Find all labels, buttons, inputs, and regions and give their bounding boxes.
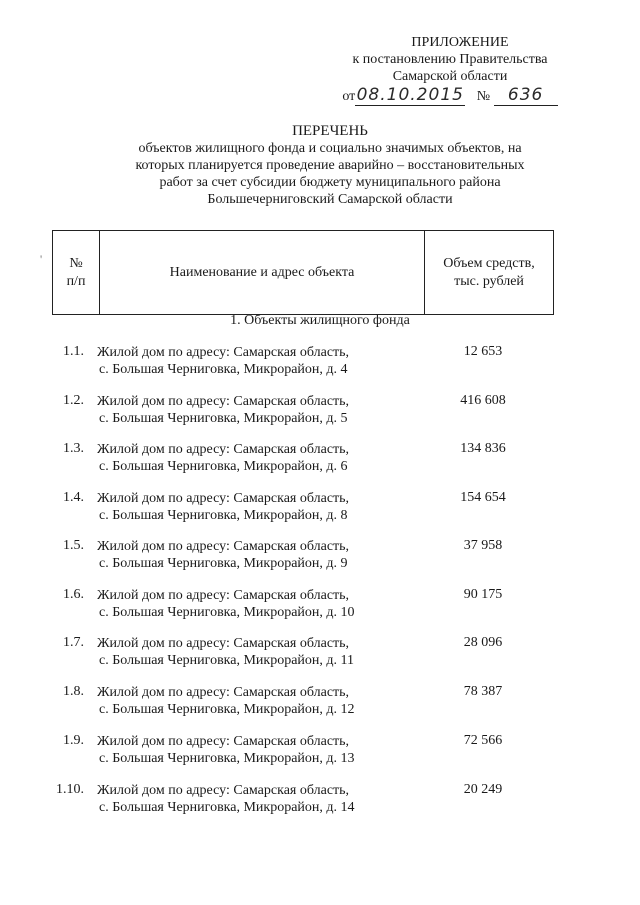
appendix-header (330, 34, 570, 106)
table-row: 1.3. (63, 441, 84, 456)
row-value: 20 249 (463, 782, 503, 797)
row-value: 12 653 (463, 344, 503, 359)
row-address: Жилой дом по адресу: Самарская область, с. Большая Черниговка, Микрорайон, д. 12 (97, 685, 355, 717)
col-name-header: Наименование и адрес объекта (100, 231, 425, 315)
row-address: Жилой дом по адресу: Самарская область, с. Большая Черниговка, Микрорайон, д. 11 (97, 636, 355, 668)
title-line-4: Большечерниговский Самарской области (207, 192, 453, 207)
col-number-header: № п/п (53, 231, 100, 315)
row-value: 154 654 (460, 490, 506, 505)
table-row: 1.9. (63, 733, 84, 748)
title-line-1: объектов жилищного фонда и социально значимых объектов, на (138, 141, 522, 156)
row-value: 90 175 (463, 587, 503, 602)
col-value-header: Объем средств, тыс. рублей (425, 231, 554, 315)
table-row: 1.5. (63, 538, 84, 553)
appendix-line-1: к постановлению Правительства (352, 52, 548, 67)
document-title (60, 123, 600, 208)
title-heading: ПЕРЕЧЕНЬ (292, 123, 368, 139)
number-label: № (476, 89, 491, 104)
row-address: Жилой дом по адресу: Самарская область, с. Большая Черниговка, Микрорайон, д. 13 (97, 734, 355, 766)
row-address: Жилой дом по адресу: Самарская область, с. Большая Черниговка, Микрорайон, д. 5 (97, 394, 350, 426)
row-value: 28 096 (463, 635, 503, 650)
table-header (52, 230, 554, 315)
row-address: Жилой дом по адресу: Самарская область, с. Большая Черниговка, Микрорайон, д. 14 (97, 783, 355, 815)
row-value: 37 958 (463, 538, 503, 553)
table-row: 1.4. (63, 490, 84, 505)
handwritten-date: 08.10.2015 (356, 85, 464, 105)
appendix-title: ПРИЛОЖЕНИЕ (411, 35, 509, 50)
section-title: 1. Объекты жилищного фонда (230, 313, 410, 328)
row-address: Жилой дом по адресу: Самарская область, с. Большая Черниговка, Микрорайон, д. 9 (97, 539, 350, 571)
row-address: Жилой дом по адресу: Самарская область, с. Большая Черниговка, Микрорайон, д. 8 (97, 491, 350, 523)
table-row: 1.10. (56, 782, 84, 797)
table-row: 1.2. (63, 393, 84, 408)
row-address: Жилой дом по адресу: Самарская область, с. Большая Черниговка, Микрорайон, д. 6 (97, 442, 350, 474)
table-row: 1.8. (63, 684, 84, 699)
table-row: 1.7. (63, 635, 84, 650)
row-value: 72 566 (463, 733, 503, 748)
row-value: 134 836 (460, 441, 506, 456)
table-row: 1.6. (63, 587, 84, 602)
row-value: 78 387 (463, 684, 503, 699)
row-address: Жилой дом по адресу: Самарская область, с. Большая Черниговка, Микрорайон, д. 4 (97, 345, 350, 377)
date-number-line (330, 87, 570, 106)
row-address: Жилой дом по адресу: Самарская область, с. Большая Черниговка, Микрорайон, д. 10 (97, 588, 355, 620)
from-label: от (342, 89, 356, 104)
handwritten-number: 636 (507, 85, 544, 105)
title-line-3: работ за счет субсидии бюджету муниципального района (159, 175, 501, 190)
margin-mark: ' (40, 252, 43, 266)
table-row: 1.1. (63, 344, 84, 359)
appendix-line-2: Самарской области (392, 69, 508, 84)
title-line-2: которых планируется проведение аварийно – восстановительных (135, 158, 525, 173)
row-value: 416 608 (460, 393, 506, 408)
